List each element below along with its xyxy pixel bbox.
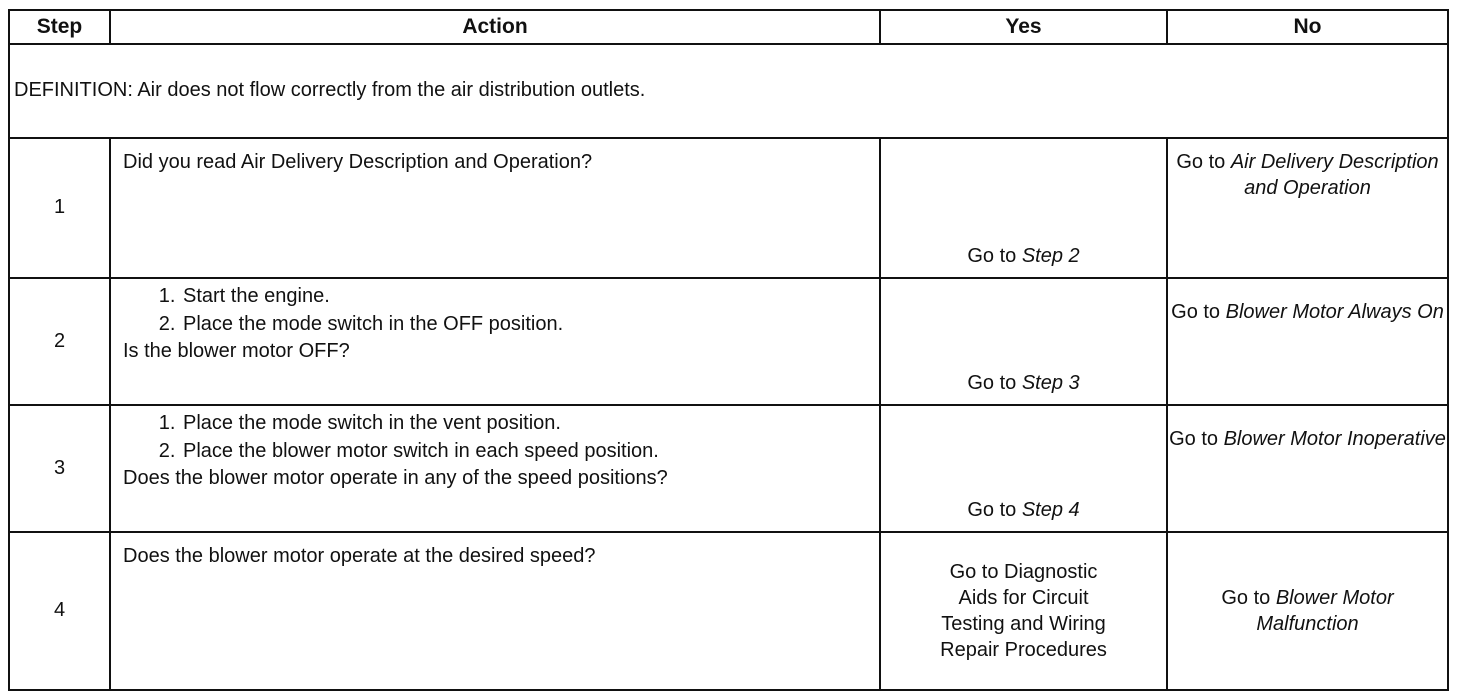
no-reference: Blower Motor Always On [1225,301,1444,323]
no-cell [1167,405,1448,532]
yes-cell [880,278,1167,405]
no-prefix: Go to [1171,301,1226,323]
diagnostic-table [8,9,1449,691]
action-question: Does the blower motor operate at the desired speed? [123,545,596,567]
table-row [9,405,1448,532]
yes-reference: Step 3 [1021,372,1080,395]
no-reference: Blower Motor Malfunction [1256,586,1394,635]
yes-cell [880,405,1167,532]
step-number: 4 [9,532,110,690]
header-row [9,10,1448,44]
table-row [9,138,1448,278]
yes-reference: Step 2 [1021,245,1080,268]
yes-prefix: Go to [967,499,1022,522]
step-number: 1 [9,138,110,278]
action-question: Does the blower motor operate in any of the speed positions? [123,467,668,490]
action-question: Did you read Air Delivery Description and Operation? [123,151,593,173]
yes-cell [880,532,1167,690]
no-prefix: Go to [1221,586,1276,609]
no-reference: Blower Motor Inoperative [1223,428,1446,450]
header-no: No [1167,10,1448,44]
action-cell [110,405,880,532]
action-steps-list [123,410,867,465]
no-prefix: Go to [1169,428,1224,450]
action-step-item: 2. Place the mode switch in the OFF position. [181,311,867,339]
no-cell [1167,532,1448,690]
header-action: Action [110,10,880,44]
table-row [9,532,1448,690]
header-step: Step [9,10,110,44]
yes-prefix: Go to [967,245,1022,268]
action-question: Is the blower motor OFF? [123,340,350,363]
action-steps-list [123,283,867,338]
yes-cell [880,138,1167,278]
no-cell [1167,278,1448,405]
header-yes: Yes [880,10,1167,44]
definition-row [9,44,1448,138]
no-prefix: Go to [1176,151,1231,173]
action-cell [110,278,880,405]
table-row [9,278,1448,405]
action-cell [110,138,880,278]
no-reference: Air Delivery Description and Operation [1230,151,1439,200]
action-step-item: 2. Place the blower motor switch in each speed position. [181,438,867,466]
yes-prefix: Go to [967,372,1022,395]
yes-text: Go to Diagnostic Aids for Circuit Testing and Wiring Repair Procedures [940,561,1107,661]
step-number: 3 [9,405,110,532]
definition-text: DEFINITION: Air does not flow correctly from the air distribution outlets. [9,44,1448,138]
step-number: 2 [9,278,110,405]
action-step-item: 1. Place the mode switch in the vent position. [181,410,867,438]
yes-reference: Step 4 [1021,499,1080,522]
no-cell [1167,138,1448,278]
action-cell [110,532,880,690]
action-step-item: 1. Start the engine. [181,283,867,311]
